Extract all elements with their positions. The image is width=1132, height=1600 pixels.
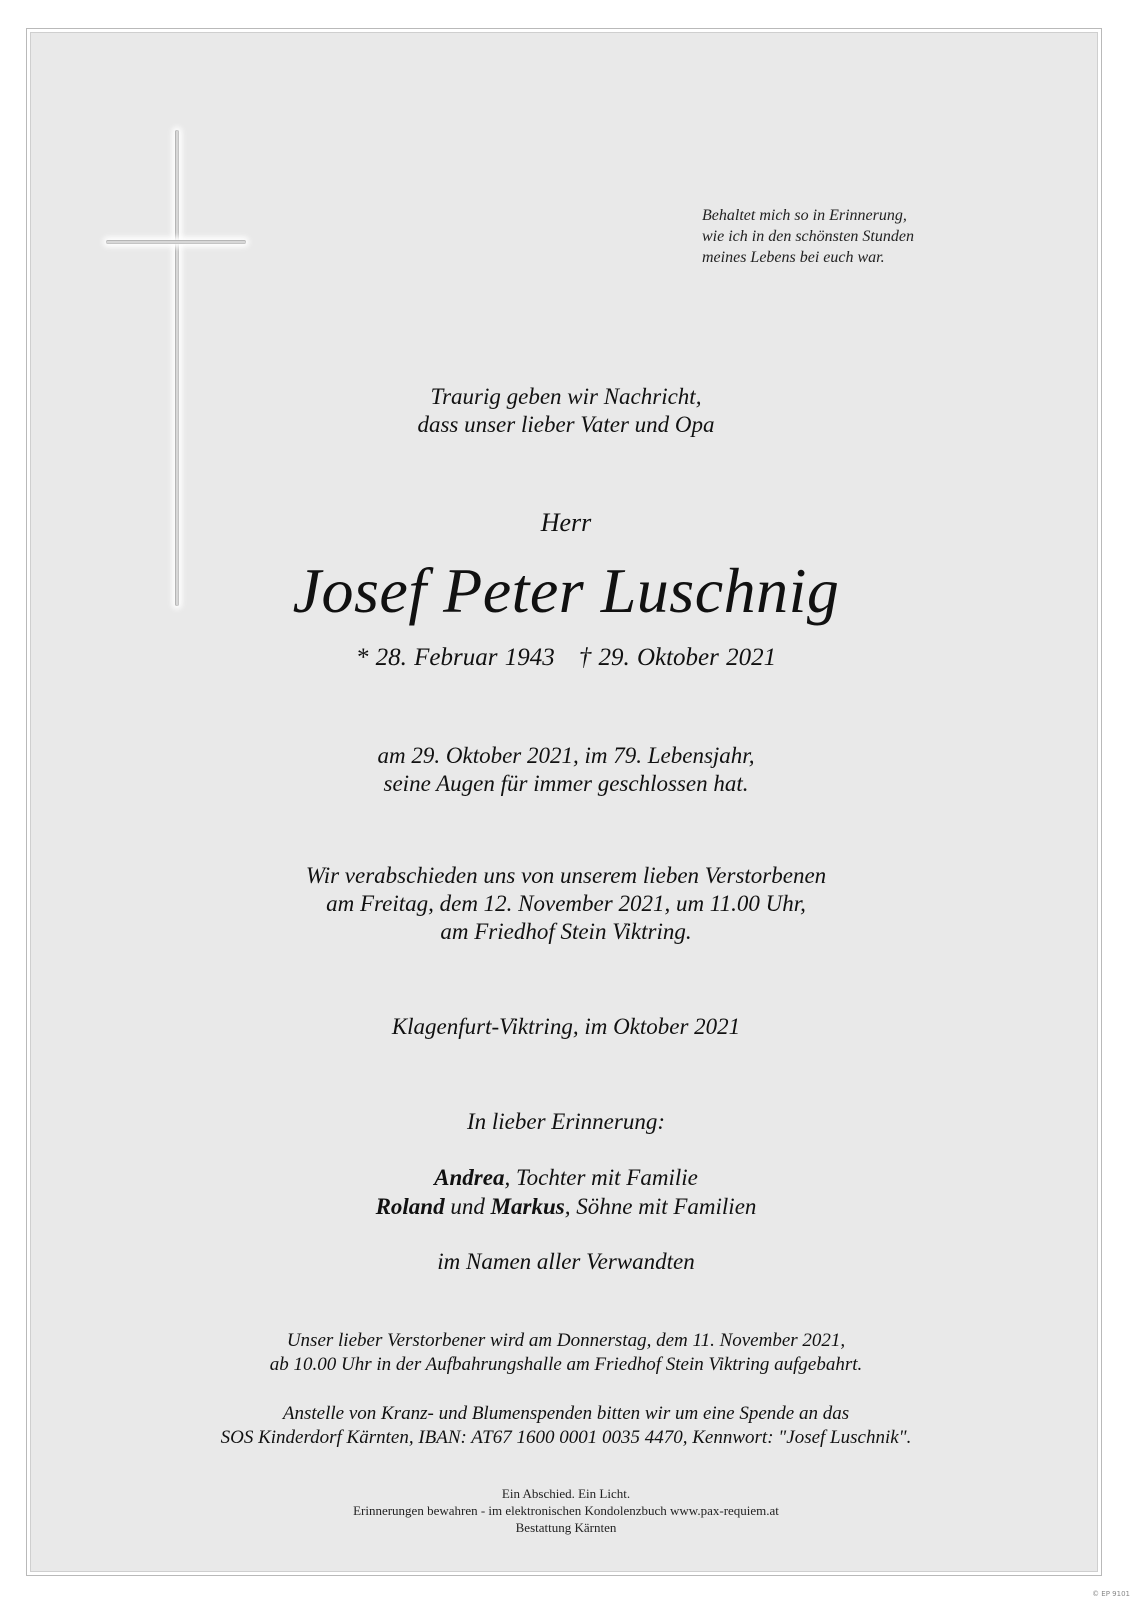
deceased-title: Herr bbox=[540, 508, 592, 537]
donation-line-1: Anstelle von Kranz- und Blumenspenden bitten wir um eine Spende an das bbox=[282, 1403, 850, 1424]
lying-line-1: Unser lieber Verstorbener wird am Donnerstag, dem 11. November 2021, bbox=[286, 1330, 846, 1351]
funeral-details bbox=[0, 862, 1132, 946]
announcement-intro bbox=[0, 383, 1132, 439]
mourner-role: , Söhne mit Familien bbox=[564, 1194, 757, 1219]
intro-line-1: Traurig geben wir Nachricht, bbox=[430, 384, 702, 409]
lying-line-2: ab 10.00 Uhr in der Aufbahrungshalle am Friedhof Stein Viktring aufgebahrt. bbox=[269, 1354, 863, 1375]
template-code: © EP 9101 bbox=[1092, 1590, 1130, 1598]
mourners-list bbox=[0, 1163, 1132, 1221]
birth-date: * 28. Februar 1943 bbox=[355, 644, 555, 671]
passing-text bbox=[0, 742, 1132, 798]
farewell-line-2: am Freitag, dem 12. November 2021, um 11.00 Uhr, bbox=[326, 891, 806, 916]
mourner-name-markus: Markus bbox=[490, 1194, 565, 1219]
death-date: † 29. Oktober 2021 bbox=[578, 644, 777, 671]
farewell-line-3: am Friedhof Stein Viktring. bbox=[440, 919, 692, 944]
passing-line-1: am 29. Oktober 2021, im 79. Lebensjahr, bbox=[377, 743, 755, 768]
relatives-note: im Namen aller Verwandten bbox=[437, 1249, 695, 1274]
mourner-line-daughter bbox=[0, 1163, 1132, 1192]
mourner-role: , Tochter mit Familie bbox=[504, 1165, 698, 1190]
footer-line-2: Erinnerungen bewahren - im elektronischen Kondolenzbuch www.pax-requiem.at bbox=[353, 1503, 779, 1518]
memory-heading: In lieber Erinnerung: bbox=[466, 1109, 665, 1134]
place-and-date: Klagenfurt-Viktring, im Oktober 2021 bbox=[391, 1014, 741, 1039]
mourner-name-andrea: Andrea bbox=[434, 1165, 505, 1190]
motto-quote bbox=[702, 205, 914, 268]
donation-note bbox=[0, 1402, 1132, 1450]
motto-line: wie ich in den schönsten Stunden bbox=[702, 228, 914, 245]
passing-line-2: seine Augen für immer geschlossen hat. bbox=[383, 771, 749, 796]
lying-in-state-note bbox=[0, 1329, 1132, 1377]
mourner-line-sons bbox=[0, 1192, 1132, 1221]
footer-line-3: Bestattung Kärnten bbox=[515, 1520, 617, 1535]
conjunction: und bbox=[444, 1194, 491, 1219]
life-dates bbox=[0, 644, 1132, 672]
donation-line-2: SOS Kinderdorf Kärnten, IBAN: AT67 1600 0001 0035 4470, Kennwort: "Josef Luschnik". bbox=[220, 1427, 912, 1448]
motto-line: meines Lebens bei euch war. bbox=[702, 249, 885, 266]
deceased-name: Josef Peter Luschnig bbox=[292, 555, 840, 626]
footer-line-1: Ein Abschied. Ein Licht. bbox=[501, 1486, 631, 1501]
motto-line: Behaltet mich so in Erinnerung, bbox=[702, 207, 907, 224]
mourner-name-roland: Roland bbox=[375, 1194, 445, 1219]
cross-horizontal-bar bbox=[106, 240, 246, 244]
intro-line-2: dass unser lieber Vater und Opa bbox=[417, 412, 715, 437]
farewell-line-1: Wir verabschieden uns von unserem lieben Verstorbenen bbox=[305, 863, 827, 888]
footer bbox=[0, 1485, 1132, 1536]
